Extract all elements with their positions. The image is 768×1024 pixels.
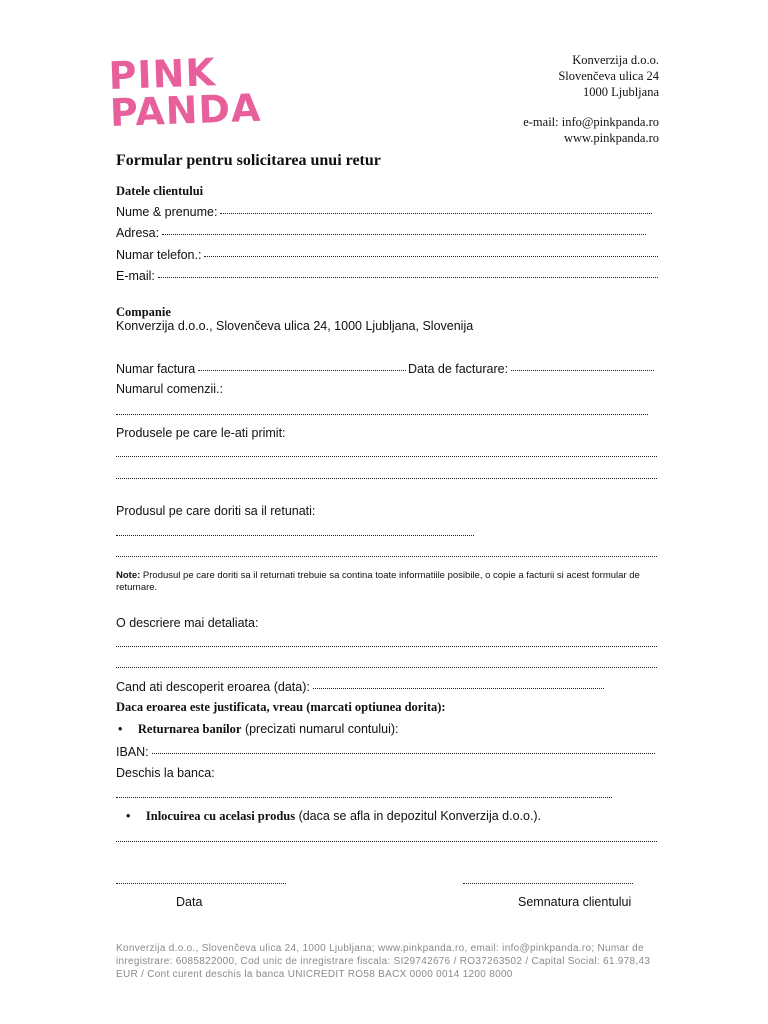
client-email-row xyxy=(116,269,658,283)
return-product-field-2[interactable] xyxy=(116,556,657,557)
company-street: Slovenčeva ulica 24 xyxy=(558,69,659,83)
client-section-heading: Datele clientului xyxy=(116,184,204,198)
client-address-field[interactable] xyxy=(162,233,646,235)
received-products-label: Produsele pe care le-ati primit: xyxy=(116,426,286,440)
invoice-number-label: Numar factura xyxy=(116,362,196,376)
replace-bold: Inlocuirea cu acelasi produs xyxy=(145,809,296,823)
date-signature-line[interactable] xyxy=(116,883,286,884)
order-number-field[interactable] xyxy=(116,414,648,415)
iban-field[interactable] xyxy=(152,752,655,754)
invoice-number-row xyxy=(116,362,406,376)
client-phone-row xyxy=(116,248,658,262)
client-address-row xyxy=(116,226,646,240)
company-city: 1000 Ljubljana xyxy=(582,85,659,99)
refund-rest: (precizati numarul contului): xyxy=(241,722,399,736)
client-name-field[interactable] xyxy=(220,212,652,214)
description-label: O descriere mai detaliata: xyxy=(116,616,259,630)
invoice-date-row xyxy=(408,362,654,376)
note-text: Produsul pe care doriti sa il returnati trebuie sa contina toate informatiile posibile, o copie a facturii si acest formular de returnare. xyxy=(116,570,640,593)
company-section-heading: Companie xyxy=(116,305,171,319)
invoice-date-field[interactable] xyxy=(511,369,654,371)
order-number-label: Numarul comenzii.: xyxy=(116,382,223,396)
client-name-label: Nume & prenume: xyxy=(116,205,218,219)
bullet-icon: • xyxy=(126,809,131,823)
company-details: Konverzija d.o.o., Slovenčeva ulica 24, 1000 Ljubljana, Slovenija xyxy=(116,319,474,333)
client-phone-label: Numar telefon.: xyxy=(116,248,202,262)
return-product-field-1[interactable] xyxy=(116,535,474,536)
description-field-2[interactable] xyxy=(116,667,657,668)
logo-line-1: PINK xyxy=(107,50,217,98)
pink-panda-logo xyxy=(107,50,263,135)
bank-field[interactable] xyxy=(116,797,612,798)
invoice-date-label: Data de facturare: xyxy=(408,362,509,376)
client-email-label: E-mail: xyxy=(116,269,155,283)
discovered-row xyxy=(116,680,604,694)
replace-field[interactable] xyxy=(116,841,657,842)
client-signature-label: Semnatura clientului xyxy=(518,895,632,909)
replace-option[interactable] xyxy=(126,809,541,824)
date-label: Data xyxy=(176,895,203,909)
description-field-1[interactable] xyxy=(116,646,657,647)
received-products-field-2[interactable] xyxy=(116,478,657,479)
bank-label: Deschis la banca: xyxy=(116,766,215,780)
iban-row xyxy=(116,745,655,759)
discovered-label: Cand ati descoperit eroarea (data): xyxy=(116,680,310,694)
replace-rest: (daca se afla in depozitul Konverzija d.o.o.). xyxy=(295,809,542,823)
client-address-label: Adresa: xyxy=(116,226,160,240)
company-web: www.pinkpanda.ro xyxy=(563,131,659,145)
received-products-field-1[interactable] xyxy=(116,456,657,457)
note xyxy=(116,570,661,594)
iban-label: IBAN: xyxy=(116,745,149,759)
justified-label: Daca eroarea este justificata, vreau (marcati optiunea dorita): xyxy=(116,700,446,714)
return-product-label: Produsul pe care doriti sa il retunati: xyxy=(116,504,316,518)
bullet-icon: • xyxy=(118,722,123,736)
discovered-field[interactable] xyxy=(313,687,604,689)
client-signature-line[interactable] xyxy=(463,883,633,884)
invoice-number-field[interactable] xyxy=(198,369,406,371)
company-email: e-mail: info@pinkpanda.ro xyxy=(523,115,659,129)
company-header xyxy=(523,52,659,146)
client-email-field[interactable] xyxy=(158,276,658,278)
refund-bold: Returnarea banilor xyxy=(137,722,242,736)
footer: Konverzija d.o.o., Slovenčeva ulica 24, 1000 Ljubljana; www.pinkpanda.ro, email: info@pinkpanda.ro; Numar de inregistrare: 6085822000, Cod unic de inregistrare fiscala: SI29742676 / RO37263502 / Capital Social: 61.978,43 EUR / Cont curent deschis la banca UNICREDIT RO58 BACX 0000 0014 1200 8000 xyxy=(116,943,651,980)
company-name: Konverzija d.o.o. xyxy=(572,53,659,67)
note-prefix: Note: xyxy=(116,570,141,581)
form-title: Formular pentru solicitarea unui retur xyxy=(116,152,381,169)
client-phone-field[interactable] xyxy=(204,255,658,257)
logo-line-2: PANDA xyxy=(109,85,263,135)
refund-option[interactable] xyxy=(118,722,398,737)
client-name-row xyxy=(116,205,652,219)
